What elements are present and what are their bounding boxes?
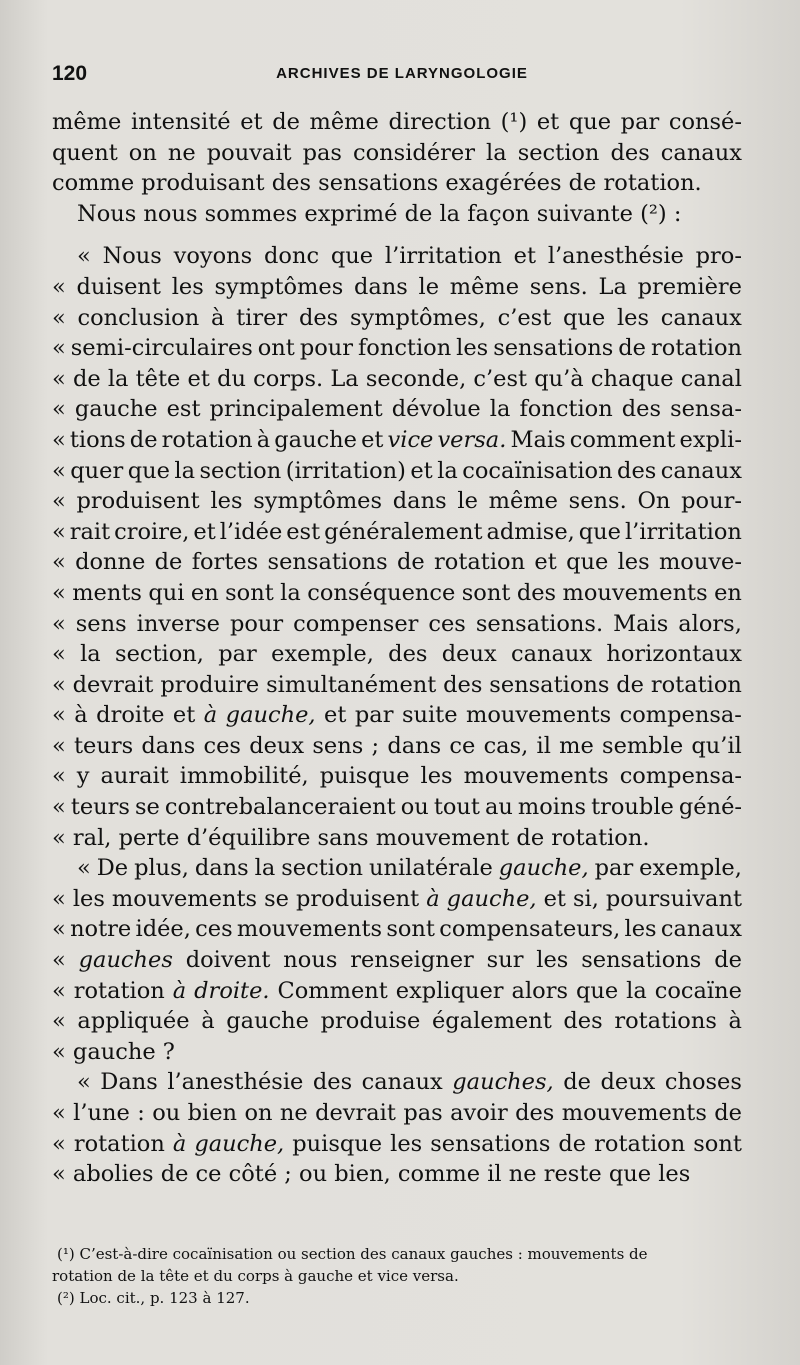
text-line: « l’une : ou bien on ne devrait pas avoir des mouvements de [52, 1100, 742, 1126]
text-line: « notre idée, ces mouvements sont compensateurs, les canaux [52, 916, 742, 943]
text-line: « tions de rotation à gauche et vice versa. Mais comment expli- [52, 426, 742, 453]
text-line: « y aurait immobilité, puisque les mouvements compensa- [52, 763, 742, 790]
text-line: « appliquée à gauche produise également des rotations à [52, 1008, 742, 1035]
text-line: « la section, par exemple, des deux canaux horizontaux [52, 641, 742, 668]
text-line: « De plus, dans la section unilatérale gauche, par exemple, [77, 855, 742, 882]
quote-paragraph-3 [52, 1067, 742, 1189]
footnote-1-line-2: rotation de la tête et du corps à gauche et vice versa. [52, 1267, 459, 1285]
text-line: « Dans l’anesthésie des canaux gauches, de deux choses [77, 1069, 742, 1096]
text-line: « ments qui en sont la conséquence sont des mouvements en [52, 579, 742, 606]
text-line: « sens inverse pour compenser ces sensations. Mais alors, [52, 610, 742, 637]
text-line: même intensité et de même direction (¹) et que par consé- [52, 109, 742, 135]
text-line: « gauches doivent nous renseigner sur les sensations de [52, 947, 742, 974]
text-line: quent on ne pouvait pas considérer la section des canaux [52, 139, 742, 166]
text-line: « duisent les symptômes dans le même sens. La première [52, 273, 742, 300]
text-line: « rotation à droite. Comment expliquer alors que la cocaïne [52, 977, 742, 1004]
quote-paragraph-2 [52, 853, 742, 1067]
text-line: « devrait produire simultanément des sensations de rotation [52, 671, 742, 698]
paragraph-lead-in [52, 199, 742, 230]
text-line: « semi-circulaires ont pour fonction les sensations de rotation [52, 335, 742, 362]
text-line: « produisent les symptômes dans le même sens. On pour- [52, 488, 742, 515]
text-line: « rotation à gauche, puisque les sensations de rotation sont [52, 1130, 742, 1157]
text-line: « ral, perte d’équilibre sans mouvement de rotation. [52, 824, 650, 851]
text-line: « gauche est principalement dévolue la fonction des sensa- [52, 396, 742, 423]
page-header [52, 62, 752, 92]
running-head: ARCHIVES DE LARYNGOLOGIE [276, 65, 528, 82]
footnote-2: (²) Loc. cit., p. 123 à 127. [57, 1289, 250, 1307]
body-text [52, 107, 742, 1190]
text-line: « rait croire, et l’idée est généralement admise, que l’irritation [52, 518, 742, 545]
quote-paragraph-1 [52, 241, 742, 853]
text-line: « de la tête et du corps. La seconde, c’est qu’à chaque canal [52, 365, 742, 392]
footnote-1-line-1: (¹) C’est-à-dire cocaïnisation ou section des canaux gauches : mouvements de [57, 1245, 648, 1263]
text-line: comme produisant des sensations exagérées de rotation. [52, 170, 702, 197]
paragraph-intro [52, 107, 742, 199]
text-line: « donne de fortes sensations de rotation et que les mouve- [52, 549, 742, 576]
text-line: « conclusion à tirer des symptômes, c’est que les canaux [52, 304, 742, 331]
footnotes [52, 1243, 752, 1309]
text-line: « abolies de ce côté ; ou bien, comme il ne reste que les [52, 1161, 691, 1188]
text-line: « Nous voyons donc que l’irritation et l’anesthésie pro- [77, 243, 742, 270]
text-line: « quer que la section (irritation) et la cocaïnisation des canaux [52, 457, 742, 484]
page-number: 120 [52, 62, 88, 85]
text-line: « à droite et à gauche, et par suite mouvements compensa- [52, 702, 742, 729]
text-line: « teurs dans ces deux sens ; dans ce cas, il me semble qu’il [52, 732, 742, 759]
text-line: « les mouvements se produisent à gauche, et si, poursuivant [52, 885, 742, 912]
text-line: « gauche ? [52, 1038, 175, 1065]
text-line: « teurs se contrebalanceraient ou tout au moins trouble géné- [52, 794, 742, 821]
text-line: Nous nous sommes exprimé de la façon suivante (²) : [77, 200, 682, 227]
